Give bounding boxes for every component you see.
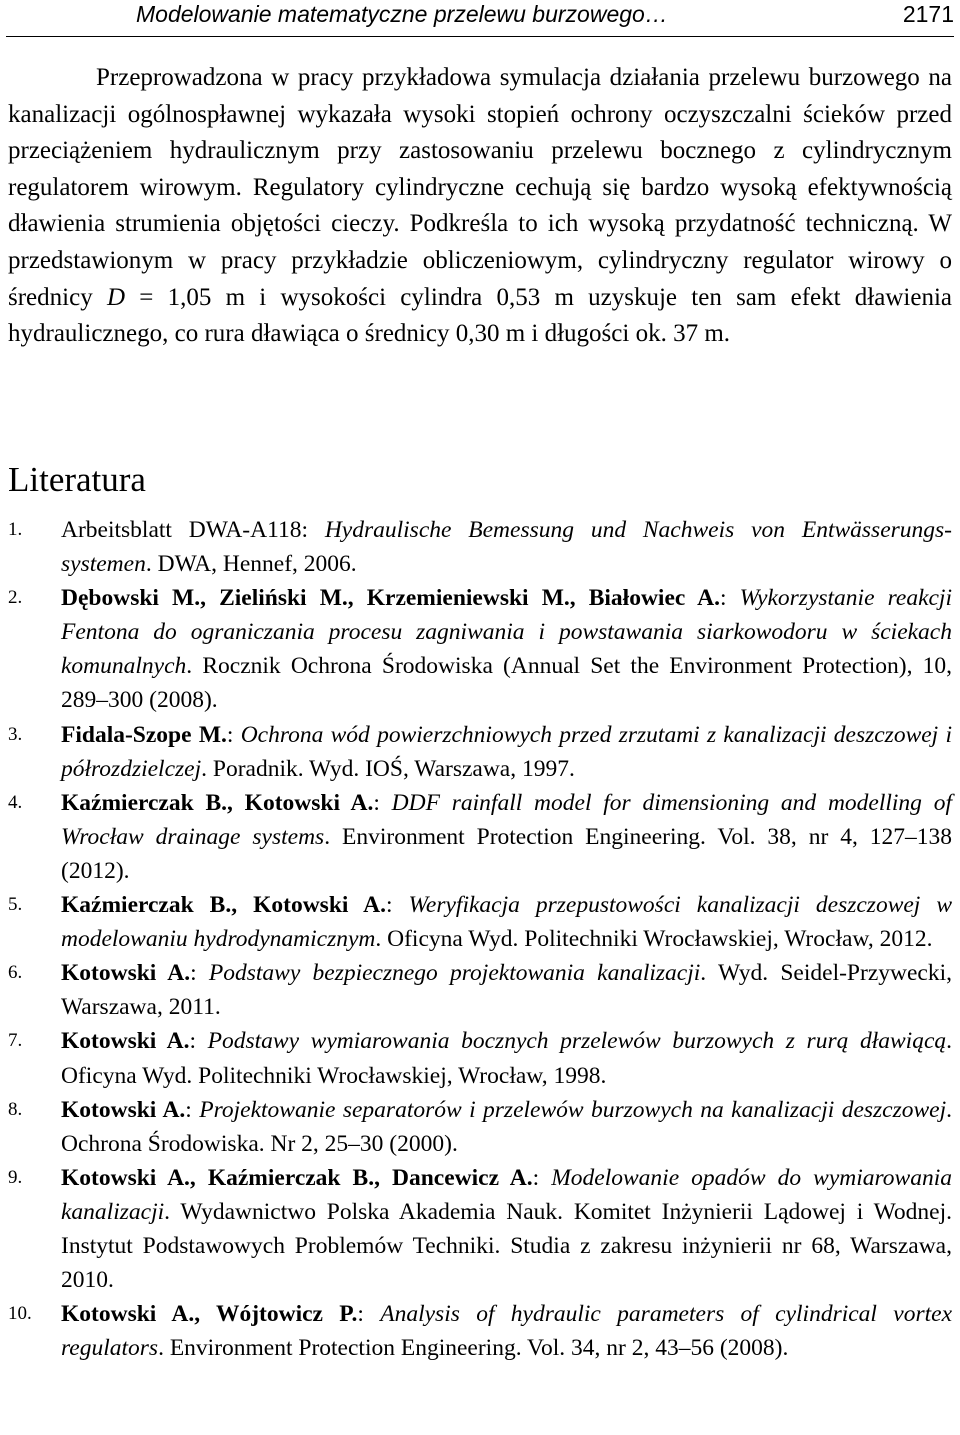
running-title: Modelowanie matematyczne przelewu burzowego… [136,1,668,27]
reference-number: 2. [8,587,23,609]
reference-number: 9. [8,1166,23,1188]
reference-separator: : [357,1301,381,1328]
reference-number: 4. [8,791,23,813]
reference-number: 1. [8,519,23,540]
reference-authors: Kotowski A., Kaźmierczak B., Dancewicz A. [61,1164,533,1191]
reference-title: Podstawy bezpiecznego projektowania kanalizacji [208,960,701,987]
body-text-before: Przeprowadzona w pracy przykładowa symulacja działania przelewu burzowego na kanalizacji ogólnospławnej wykazała wysoki stopień ochrony oczyszczalni ścieków przed przeciążeniem hydraulicznym przy zastosowaniu przelewu bocznego z cylindrycznym regulatorem wirowym. Regulatory cylindryczne cechują się bardzo wysoką efektywnością dławienia strumienia objętości cieczy. Podkreśla to ich wysoką przydatność techniczną. W przedstawionym w pracy przykładzie obliczeniowym, cylindryczny regulator wirowy o średnicy [8,64,952,311]
reference-item [8,718,952,786]
reference-title: Hydraulische Bemessung und Nachweis von Entwässerungs-systemen [61,517,952,578]
reference-separator: : [385,892,409,919]
reference-authors: Kotowski A., Wójtowicz P. [61,1301,358,1328]
reference-details: . Environment Protection Engineering. Vol. 34, nr 2, 43–56 (2008). [158,1335,789,1362]
body-paragraph [8,60,952,353]
reference-authors: Kotowski A. [61,1096,186,1123]
reference-item [8,1161,952,1297]
reference-item [8,513,952,581]
reference-title: Analysis of hydraulic parameters of cylindrical vortex regulators [61,1301,952,1362]
reference-authors: Kaźmierczak B., Kotowski A. [61,892,386,919]
reference-separator: : [185,1096,200,1123]
reference-title: Projektowanie separatorów i przelewów burzowych na kanalizacji deszczowej [199,1096,947,1123]
reference-number: 6. [8,962,23,984]
reference-separator: : [189,1028,208,1055]
reference-authors: Dębowski M., Zieliński M., Krzemieniewski M., Białowiec A. [61,585,720,612]
reference-item [8,888,952,956]
reference-authors: Kotowski A. [61,1028,190,1055]
section-heading: Literatura [8,460,146,499]
reference-details: . DWA, Hennef, 2006. [145,551,357,578]
reference-number: 7. [8,1030,23,1052]
reference-item [8,1024,952,1092]
reference-list [8,513,952,1365]
reference-details: . Poradnik. Wyd. IOŚ, Warszawa, 1997. [201,755,575,782]
reference-title: DDF rainfall model for dimensioning and modelling of Wrocław drainage systems [61,789,952,850]
reference-number: 3. [8,723,23,745]
reference-item [8,956,952,1024]
reference-authors: Kotowski A. [61,960,191,987]
reference-title: Weryfikacja przepustowości kanalizacji deszczowej w modelowaniu hydrodynamicznym [61,892,953,953]
reference-separator: : [532,1164,552,1191]
math-variable: D [106,283,126,311]
reference-prefix: Arbeitsblatt DWA-A118: [61,517,325,543]
reference-number: 8. [8,1098,23,1120]
reference-title: Podstawy wymiarowania bocznych przelewów burzowych z rurą dławiącą [207,1028,947,1055]
reference-details: . Wyd. Seidel-Przywecki, Warszawa, 2011. [61,960,952,1021]
reference-separator: : [719,585,740,612]
reference-title: Wykorzystanie reakcji Fentona do ograniczania procesu zagniwania i powstawania siarkowodoru w ściekach komunalnych [61,585,952,680]
reference-item [8,581,952,717]
reference-details: . Oficyna Wyd. Politechniki Wrocławskiej, Wrocław, 1998. [61,1028,952,1089]
reference-details: . Ochrona Środowiska. Nr 2, 25–30 (2000). [61,1096,953,1157]
reference-item [8,1297,952,1365]
reference-title: Ochrona wód powierzchniowych przed zrzutami z kanalizacji deszczowej i półrozdzielczej [61,721,952,782]
reference-separator: : [226,721,241,748]
page-header [6,0,954,37]
reference-details: . Oficyna Wyd. Politechniki Wrocławskiej, Wrocław, 2012. [375,926,933,953]
reference-authors: Kaźmierczak B., Kotowski A. [61,789,374,816]
reference-authors: Fidala-Szope M. [61,721,227,748]
reference-details: . Wydawnictwo Polska Akademia Nauk. Komitet Inżynierii Lądowej i Wodnej. Instytut Podstawowych Problemów Techniki. Studia z zakresu inżynierii nr 68, Warszawa, 2010. [61,1198,952,1294]
body-text-after: = 1,05 m i wysokości cylindra 0,53 m uzyskuje ten sam efekt dławienia hydraulicznego, co rura dławiąca o średnicy 0,30 m i długości ok. 37 m. [8,283,952,348]
reference-details: . Rocznik Ochrona Środowiska (Annual Set the Environment Protection), 10, 289–300 (2008). [61,653,952,714]
reference-item [8,1093,952,1161]
reference-details: . Environment Protection Engineering. Vol. 38, nr 4, 127–138 (2012). [61,823,953,884]
page-number: 2171 [902,1,954,27]
reference-number: 10. [8,1303,32,1325]
reference-separator: : [190,960,209,987]
reference-separator: : [373,789,392,816]
reference-item [8,786,952,888]
reference-title: Modelowanie opadów do wymiarowania kanalizacji [61,1164,952,1225]
reference-number: 5. [8,894,23,916]
